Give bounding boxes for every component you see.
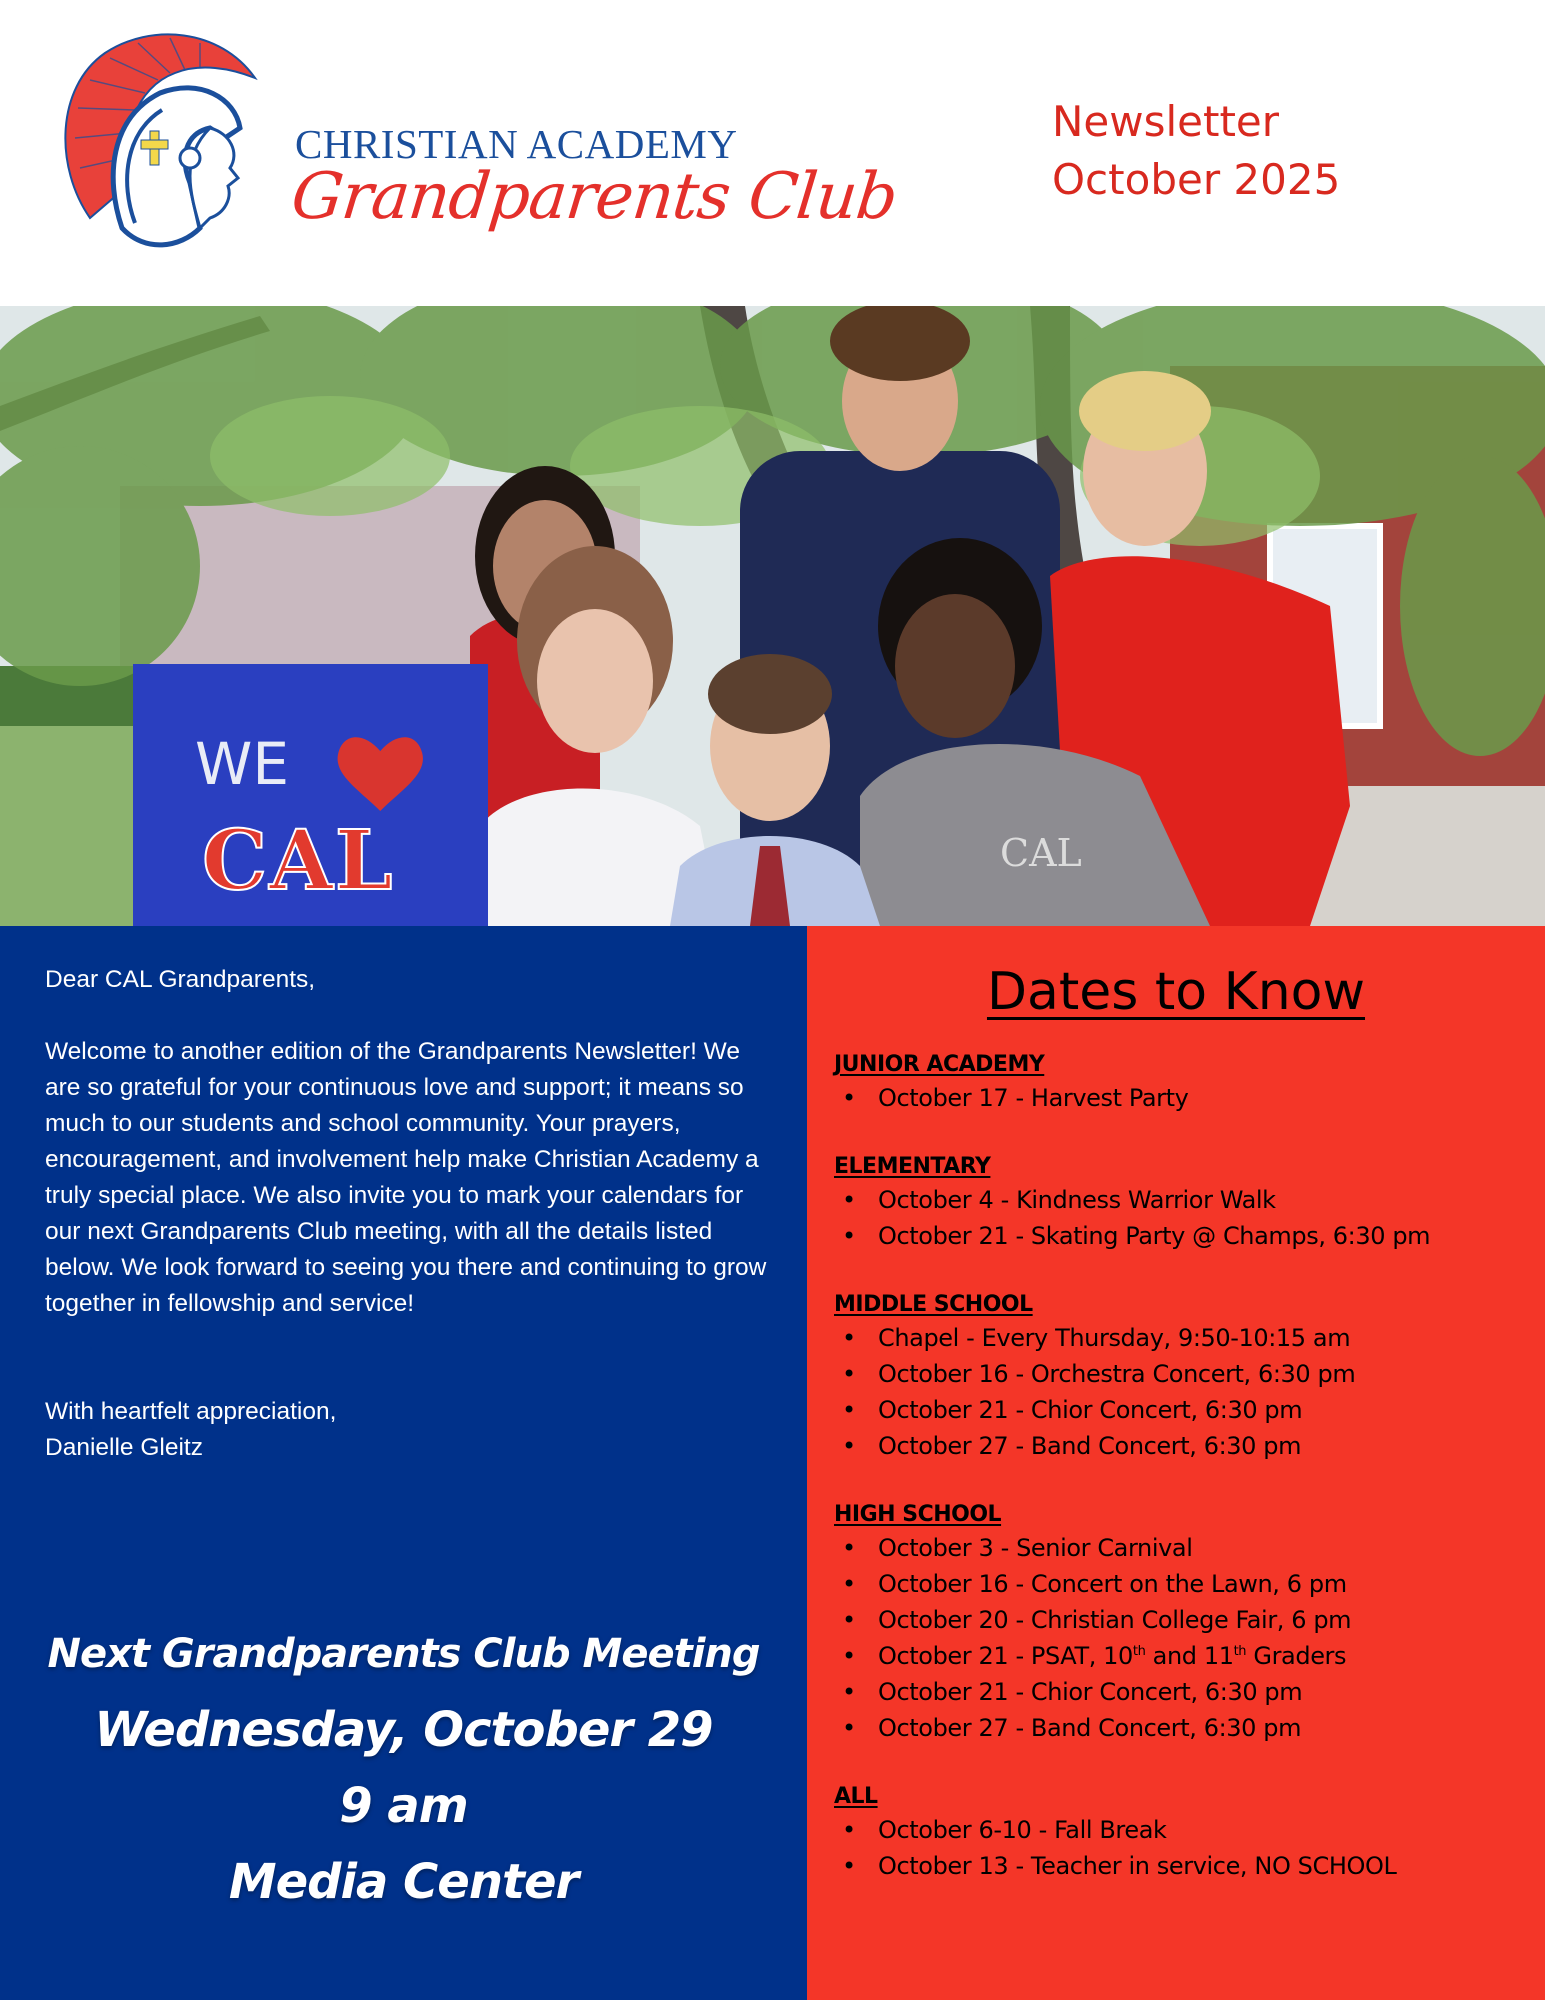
dates-panel <box>807 926 1545 2000</box>
section-all <box>834 1782 1534 1884</box>
dates-sections <box>834 1050 1534 1920</box>
date-item: • Chapel - Every Thursday, 9:50-10:15 am <box>834 1320 1534 1356</box>
newsletter-header <box>0 0 1545 306</box>
meeting-location: Media Center <box>228 1854 579 1910</box>
section-heading: ELEMENTARY <box>834 1154 991 1179</box>
sweatshirt-logo: CAL <box>1000 831 1082 875</box>
section-junior-academy <box>834 1050 1534 1116</box>
date-item: • October 16 - Orchestra Concert, 6:30 pm <box>834 1356 1534 1392</box>
date-item: • October 21 - Skating Party @ Champs, 6:30 pm <box>834 1218 1534 1254</box>
newsletter-title <box>1052 93 1340 209</box>
date-item: • October 21 - Chior Concert, 6:30 pm <box>834 1674 1534 1710</box>
date-item: • October 16 - Concert on the Lawn, 6 pm <box>834 1566 1534 1602</box>
letter-signature: Danielle Gleitz <box>45 1434 203 1461</box>
section-elementary <box>834 1152 1534 1254</box>
date-item: • October 6-10 - Fall Break <box>834 1812 1534 1848</box>
meeting-heading: Next Grandparents Club Meeting <box>47 1631 760 1677</box>
meeting-date: Wednesday, October 29 <box>94 1702 713 1758</box>
we-love-cal-sign <box>133 664 488 926</box>
date-item: • October 20 - Christian College Fair, 6 pm <box>834 1602 1534 1638</box>
letter-greeting: Dear CAL Grandparents, <box>45 966 316 993</box>
section-high-school <box>834 1500 1534 1746</box>
date-item: • October 4 - Kindness Warrior Walk <box>834 1182 1534 1218</box>
date-item: • October 17 - Harvest Party <box>834 1080 1534 1116</box>
letter-closing: With heartfelt appreciation, <box>45 1398 337 1425</box>
students-group-photo <box>0 306 1545 926</box>
dates-to-know-title: Dates to Know <box>986 962 1366 1022</box>
section-heading: ALL <box>834 1784 878 1809</box>
date-item-psat: • October 21 - PSAT, 10th and 11th Graders <box>834 1638 1534 1674</box>
newsletter-label: Newsletter <box>1052 97 1280 146</box>
date-item: • October 13 - Teacher in service, NO SCHOOL <box>834 1848 1534 1884</box>
date-item: • October 27 - Band Concert, 6:30 pm <box>834 1428 1534 1464</box>
spartan-helmet-logo-icon <box>50 18 310 270</box>
letter-panel <box>0 926 807 2000</box>
section-middle-school <box>834 1290 1534 1464</box>
section-heading: HIGH SCHOOL <box>834 1502 1002 1527</box>
section-heading: MIDDLE SCHOOL <box>834 1292 1033 1317</box>
sign-we-text: WE <box>195 730 289 798</box>
section-heading: JUNIOR ACADEMY <box>834 1052 1045 1077</box>
school-name: CHRISTIAN ACADEMY <box>295 121 738 167</box>
date-item: • October 21 - Chior Concert, 6:30 pm <box>834 1392 1534 1428</box>
sign-cal-text: CAL <box>202 813 395 909</box>
letter-body: Welcome to another edition of the Grandparents Newsletter! We are so grateful for your continuous love and support; it means so much to our students and school community. Your prayers, encouragement, and involvement help make Christian Academy a truly special place. We also invite you to mark your calendars for our next Grandparents Club meeting, with all the details listed below. We look forward to seeing you there and continuing to grow together in fellowship and service! <box>45 1038 767 1317</box>
next-meeting-block <box>0 1616 807 1920</box>
issue-date: October 2025 <box>1052 155 1341 204</box>
club-name: Grandparents Club <box>288 160 901 234</box>
date-item: • October 27 - Band Concert, 6:30 pm <box>834 1710 1534 1746</box>
meeting-time: 9 am <box>339 1778 468 1834</box>
letter-to-grandparents <box>45 962 775 1466</box>
date-item: • October 3 - Senior Carnival <box>834 1530 1534 1566</box>
